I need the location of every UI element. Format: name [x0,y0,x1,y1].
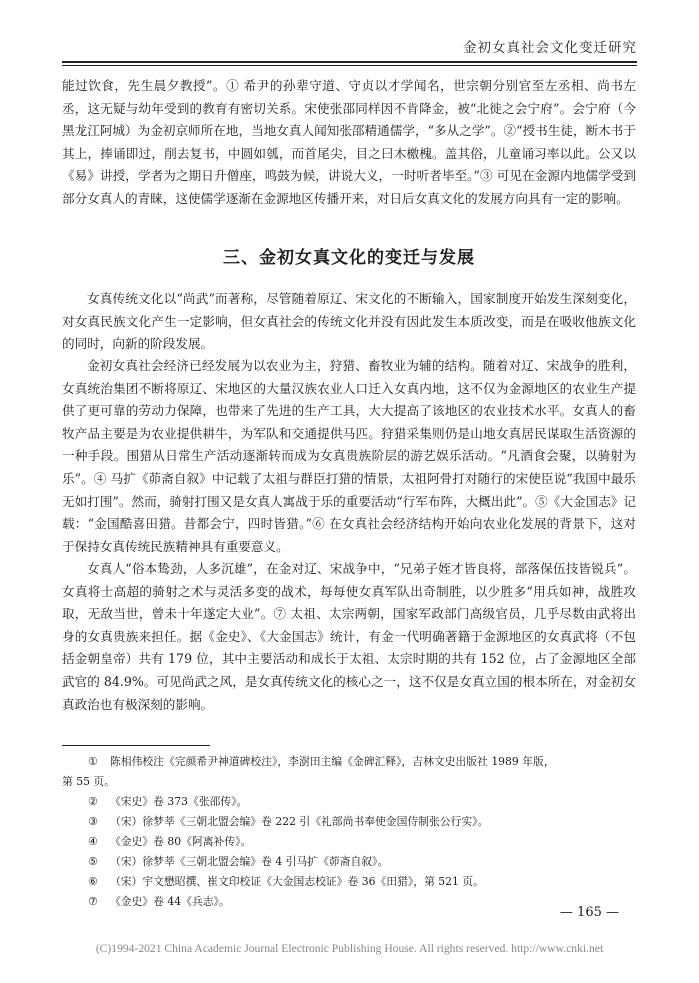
footnote-mark: ⑥ [88,875,98,888]
footnote-5 [62,852,636,872]
copyright-notice: (C)1994-2021 China Academic Journal Electronic Publishing House. All rights reserved. http://www.cnki.net [95,942,604,955]
paragraph-2: 女真传统文化以“尚武”而著称，尽管随着原辽、宋文化的不断输入，国家制度开始发生深刻变化，对女真民族文化产生一定影响，但女真社会的传统文化并没有因此发生本质改变，而是在吸收他族文化的同时，向新的阶段发展。 [62,291,636,352]
footnote-text: 《宋史》卷 373《张邵传》。 [110,795,248,808]
footnote-3 [62,812,636,832]
footnote-text-continuation: 第 55 页。 [62,775,115,788]
footnote-mark: ⑤ [88,855,98,868]
footnotes [62,752,636,912]
footnote-text: 《金史》卷 44《兵志》。 [110,895,230,908]
footnote-1 [62,752,636,772]
paragraph-1: 能过饮食，先生晨夕教授”。① 希尹的孙辈守道、守贞以才学闻名，世宗朝分别官至左丞相、尚书左丞，这无疑与幼年受到的教育有密切关系。宋使张邵同样因不肯降金，被“北徙之会宁府”。会宁府（今黑龙江阿城）为金初京师所在地，当地女真人闻知张邵精通儒学，“多从之学”。②“授书生徒，断木书于其上，捧诵即过，削去复书，中圆如瓠，而首尾尖，目之曰木檄槐。盖其俗，儿童诵习率以此。公又以《易》讲授，学者为之期日升僧座，鸣鼓为候，讲说大义，一时听者毕至。”③ 可见在金源内地儒学受到部分女真人的青睐，这使儒学逐渐在金源地区传播开来，对日后女真文化的发展方向具有一定的影响。 [62,78,636,206]
header-rule-thick [62,61,637,63]
section-heading: 三、金初女真文化的变迁与发展 [223,248,475,268]
footnote-mark: ③ [88,815,98,828]
running-header-title: 金初女真社会文化变迁研究 [463,40,637,56]
footnote-separator [62,745,210,746]
footnote-2 [62,792,636,812]
footnote-1-continuation [62,772,636,792]
footnote-text-line: 陈相伟校注《完颜希尹神道碑校注》，李澍田主编《金碑汇释》，吉林文史出版社 1989 年版， [110,755,555,768]
footnote-7 [62,892,636,912]
footnote-text: 《金史》卷 80《阿离补传》。 [110,835,252,848]
page-number: — 165 — [559,905,619,920]
paragraph-4: 女真人“俗本鸷劲，人多沉雄”，在金对辽、宋战争中，“兄弟子姪才皆良将，部落保伍技皆锐兵”。女真将士高超的骑射之术与灵活多变的战术，每每使女真军队出奇制胜，以少胜多“用兵如神，战胜攻取，无敌当世，曾未十年遂定大业”。⑦ 太祖、太宗两朝，国家军政部门高级官员，几乎尽数由武将出身的女真贵族来担任。据《金史》、《大金国志》统计，有金一代明确著籍于金源地区的女真武将（不包括金朝皇帝）共有 179 位，其中主要活动和成长于太祖、太宗时期的共有 152 位，占了金源地区全部武官的 84.9%。可见尚武之风，是女真传统文化的核心之一，这不仅是女真立国的根本所在，对金初女真政治也有极深刻的影响。 [62,561,636,712]
footnote-text: （宋）徐梦莘《三朝北盟会编》卷 4 引马扩《茆斋自叙》。 [110,855,389,868]
footnote-4 [62,832,636,852]
footnote-mark: ① [88,755,98,768]
footnote-mark: ② [88,795,98,808]
header-rule-thin [62,65,637,66]
footnote-6 [62,872,636,892]
footnote-mark: ⑦ [88,895,98,908]
footnote-text: （宋）徐梦莘《三朝北盟会编》卷 222 引《礼部尚书奉使金国侍制张公行实》。 [110,815,489,828]
footnote-mark: ④ [88,835,98,848]
footnote-text: （宋）宇文懋昭撰、崔文印校证《大金国志校证》卷 36《田猎》，第 521 页。 [110,875,484,888]
paragraph-3: 金初女真社会经济已经发展为以农业为主，狩猎、畜牧业为辅的结构。随着对辽、宋战争的胜利，女真统治集团不断将原辽、宋地区的大量汉族农业人口迁入女真内地，这不仅为金源地区的农业生产提供了更可靠的劳动力保障，也带来了先进的生产工具，大大提高了该地区的农业技术水平。女真人的畜牧产品主要是为农业提供耕牛，为军队和交通提供马匹。狩猎采集则仍是山地女真居民谋取生活资源的一种手段。围猎从日常生产活动逐渐转而成为女真贵族阶层的游艺娱乐活动。“凡酒食会聚，以骑射为乐”。④ 马扩《茆斋自叙》中记载了太祖与群臣打猎的情景，太祖阿骨打对随行的宋使臣说“我国中最乐无如打围”。然而，骑射打围又是女真人寓战于乐的重要活动“行军布阵，大概出此”。⑤《大金国志》记载：“金国酷喜田猎。昔都会宁，四时皆猎。”⑥ 在女真社会经济结构开始向农业化发展的背景下，这对于保持女真传统民族精神具有重要意义。 [62,358,636,554]
footnote-text [110,752,636,772]
